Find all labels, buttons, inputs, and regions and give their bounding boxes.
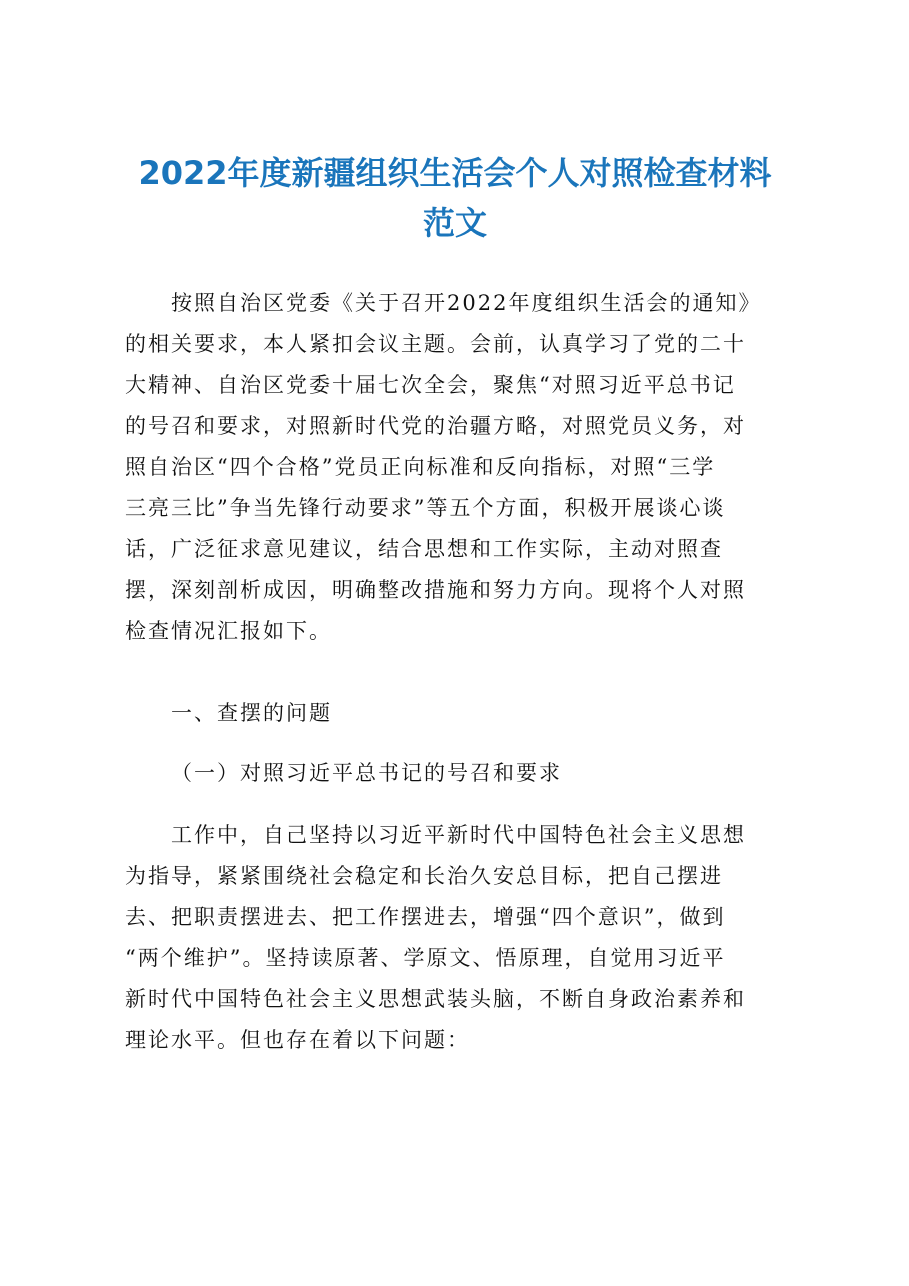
body-line: “两个维护”。坚持读原著、学原文、悟原理，自觉用习近平 xyxy=(125,946,726,970)
subsection-heading xyxy=(125,753,785,794)
body-line: 理论水平。但也存在着以下问题： xyxy=(125,1028,470,1052)
section-heading-text: 一、查摆的问题 xyxy=(171,701,332,725)
section-heading xyxy=(125,693,785,734)
title-line-1: 2022年度新疆组织生活会个人对照检查材料 xyxy=(138,154,772,192)
intro-line: 检查情况汇报如下。 xyxy=(125,619,332,643)
body-line: 工作中，自己坚持以习近平新时代中国特色社会主义思想 xyxy=(171,823,746,847)
intro-line: 照自治区“四个合格”党员正向标准和反向指标，对照“三学 xyxy=(125,455,716,479)
intro-line: 的相关要求，本人紧扣会议主题。会前，认真学习了党的二十 xyxy=(125,332,746,356)
intro-line: 的号召和要求，对照新时代党的治疆方略，对照党员义务，对 xyxy=(125,414,746,438)
intro-line: 三亮三比”争当先锋行动要求”等五个方面，积极开展谈心谈 xyxy=(125,496,726,520)
body-line: 为指导，紧紧围绕社会稳定和长治久安总目标，把自己摆进 xyxy=(125,864,723,888)
body-paragraph xyxy=(125,815,785,1061)
title-line-2: 范文 xyxy=(422,204,487,242)
intro-line: 按照自治区党委《关于召开2022年度组织生活会的通知》 xyxy=(171,291,762,315)
intro-paragraph xyxy=(125,283,785,652)
subsection-heading-text: （一）对照习近平总书记的号召和要求 xyxy=(171,761,562,785)
document-title xyxy=(120,148,790,248)
intro-line: 话，广泛征求意见建议，结合思想和工作实际，主动对照查 xyxy=(125,537,723,561)
body-line: 去、把职责摆进去、把工作摆进去，增强“四个意识”，做到 xyxy=(125,905,726,929)
body-line: 新时代中国特色社会主义思想武装头脑，不断自身政治素养和 xyxy=(125,987,746,1011)
intro-line: 大精神、自治区党委十届七次全会，聚焦“对照习近平总书记 xyxy=(125,373,736,397)
intro-line: 摆，深刻剖析成因，明确整改措施和努力方向。现将个人对照 xyxy=(125,578,746,602)
